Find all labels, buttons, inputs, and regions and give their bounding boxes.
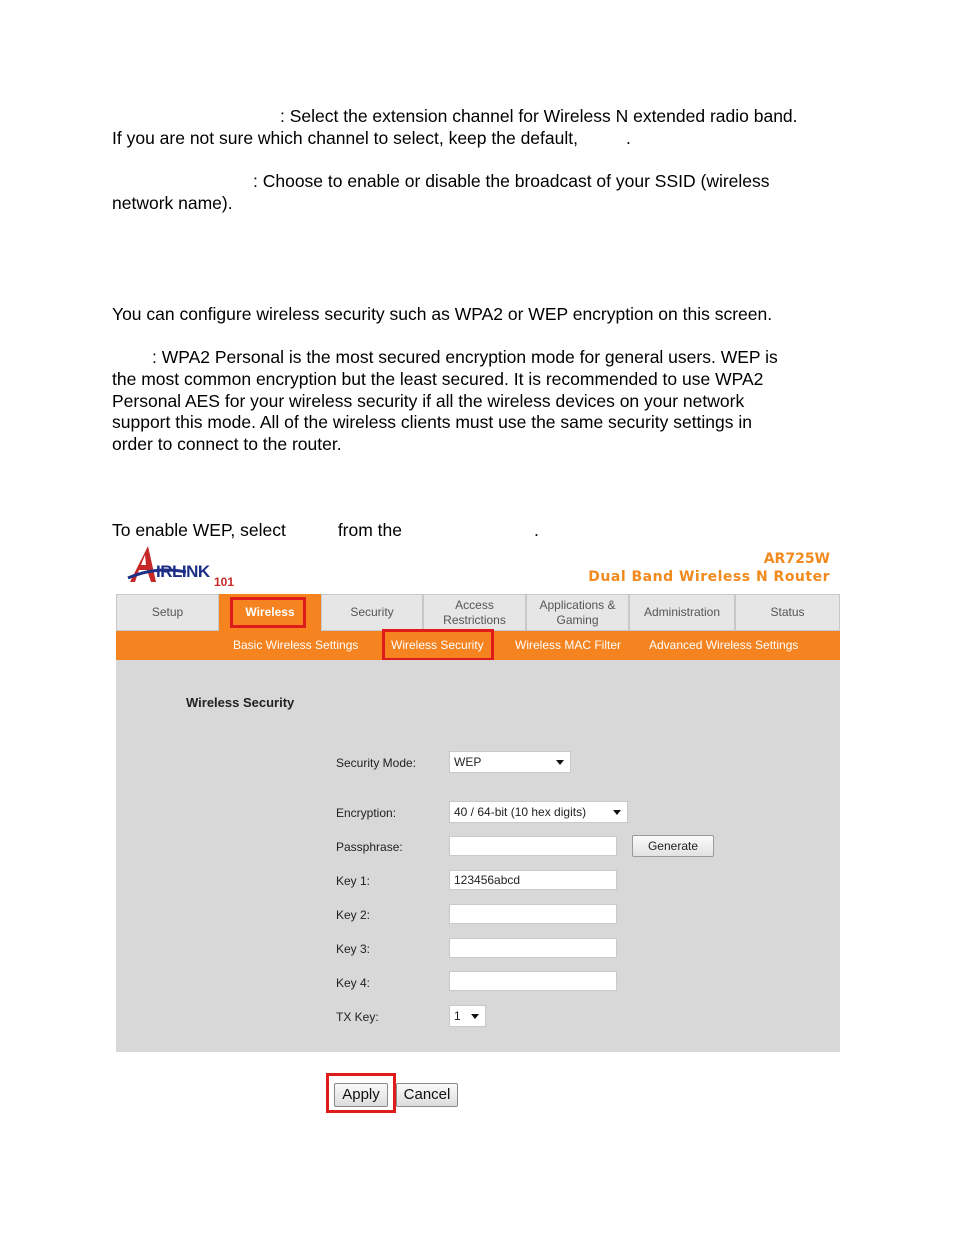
tx-key-select[interactable] — [449, 1005, 486, 1027]
router-header — [116, 540, 840, 594]
key4-input[interactable] — [449, 971, 617, 991]
sub-navigation — [116, 631, 840, 660]
text-line: : Choose to enable or disable the broadcast of your SSID (wireless — [253, 171, 770, 191]
paragraph-extension-channel-2 — [112, 127, 842, 149]
tab-security[interactable] — [321, 594, 423, 631]
tab-status[interactable] — [735, 594, 840, 631]
paragraph-ssid-broadcast — [112, 170, 842, 192]
cancel-button[interactable]: Cancel — [396, 1083, 458, 1107]
highlight-box — [230, 597, 306, 628]
airlink-logo — [126, 542, 236, 590]
paragraph-enable-wep — [112, 519, 842, 541]
router-screenshot — [116, 540, 840, 1052]
select-value: WEP — [454, 755, 482, 769]
logo-wordmark: IRLINK — [156, 562, 210, 581]
text-line: Personal AES for your wireless security if all the wireless devices on your network — [112, 391, 745, 411]
text-line-wrap — [112, 433, 842, 455]
text-line: If you are not sure which channel to select, keep the default, — [112, 128, 578, 148]
paragraph-extension-channel — [112, 105, 842, 127]
model-title — [588, 550, 830, 586]
security-mode-select[interactable] — [449, 751, 571, 773]
tab-label: Status — [770, 605, 805, 619]
logo-number: 101 — [214, 575, 235, 589]
subnav-wireless-security[interactable]: Wireless Security — [391, 638, 484, 652]
tab-access-restrictions[interactable] — [423, 594, 526, 631]
model-number: AR725W — [763, 551, 830, 567]
key3-input[interactable] — [449, 938, 617, 958]
key1-label: Key 1: — [336, 874, 371, 888]
panel-title: Wireless Security — [186, 695, 295, 710]
text-line: the most common encryption but the least secured. It is recommended to use WPA2 — [112, 369, 764, 389]
tx-key-label: TX Key: — [336, 1010, 379, 1024]
paragraph-security-intro — [112, 303, 842, 325]
encryption-select[interactable] — [449, 801, 628, 823]
chevron-down-icon — [613, 810, 621, 815]
text-line: To enable WEP, select — [112, 520, 286, 540]
security-mode-label: Security Mode: — [336, 756, 417, 770]
tab-applications-gaming[interactable] — [526, 594, 629, 631]
subnav-basic-wireless[interactable]: Basic Wireless Settings — [233, 638, 359, 652]
paragraph-ssid-broadcast-2 — [112, 192, 842, 214]
tab-label: Administration — [643, 605, 721, 619]
chevron-down-icon — [556, 760, 564, 765]
text-line: . — [625, 128, 631, 148]
generate-button[interactable]: Generate — [632, 835, 714, 857]
text-line-wrap — [112, 411, 842, 433]
tab-setup[interactable] — [116, 594, 219, 631]
key1-input[interactable]: 123456abcd — [449, 870, 617, 890]
tab-label: Wireless — [245, 605, 295, 619]
main-tabs — [116, 594, 840, 631]
text-line: . — [534, 520, 539, 540]
passphrase-input[interactable] — [449, 836, 617, 856]
tab-administration[interactable] — [629, 594, 735, 631]
tab-label: Applications & Gaming — [539, 597, 616, 627]
text-line: : Select the extension channel for Wireless N extended radio band. — [280, 106, 798, 126]
tab-label: Security — [350, 605, 394, 619]
text-line: You can configure wireless security such as WPA2 or WEP encryption on this screen. — [112, 304, 773, 324]
settings-panel — [116, 660, 840, 1052]
highlight-box — [382, 629, 494, 661]
text-line: from the — [337, 520, 403, 540]
key4-label: Key 4: — [336, 976, 371, 990]
select-value: 1 — [454, 1009, 461, 1023]
passphrase-label: Passphrase: — [336, 840, 403, 854]
text-line-wrap — [112, 346, 842, 368]
encryption-label: Encryption: — [336, 806, 397, 820]
subnav-wireless-mac-filter[interactable]: Wireless MAC Filter — [515, 638, 622, 652]
key3-label: Key 3: — [336, 942, 371, 956]
text-line-wrap — [112, 368, 842, 390]
tab-label: Setup — [151, 605, 184, 619]
subnav-advanced-wireless[interactable]: Advanced Wireless Settings — [649, 638, 799, 652]
product-name: Dual Band Wireless N Router — [588, 569, 830, 585]
text-line: order to connect to the router. — [112, 434, 342, 454]
text-line: support this mode. All of the wireless clients must use the same security settings in — [112, 412, 753, 432]
text-line: : WPA2 Personal is the most secured encryption mode for general users. WEP is — [152, 347, 778, 367]
chevron-down-icon — [471, 1014, 479, 1019]
key2-input[interactable] — [449, 904, 617, 924]
text-line: network name). — [112, 193, 233, 213]
select-value: 40 / 64-bit (10 hex digits) — [454, 805, 587, 819]
key2-label: Key 2: — [336, 908, 371, 922]
text-line-wrap — [112, 390, 842, 412]
tab-label: Access Restrictions — [443, 597, 506, 627]
apply-button[interactable]: Apply — [334, 1083, 388, 1107]
